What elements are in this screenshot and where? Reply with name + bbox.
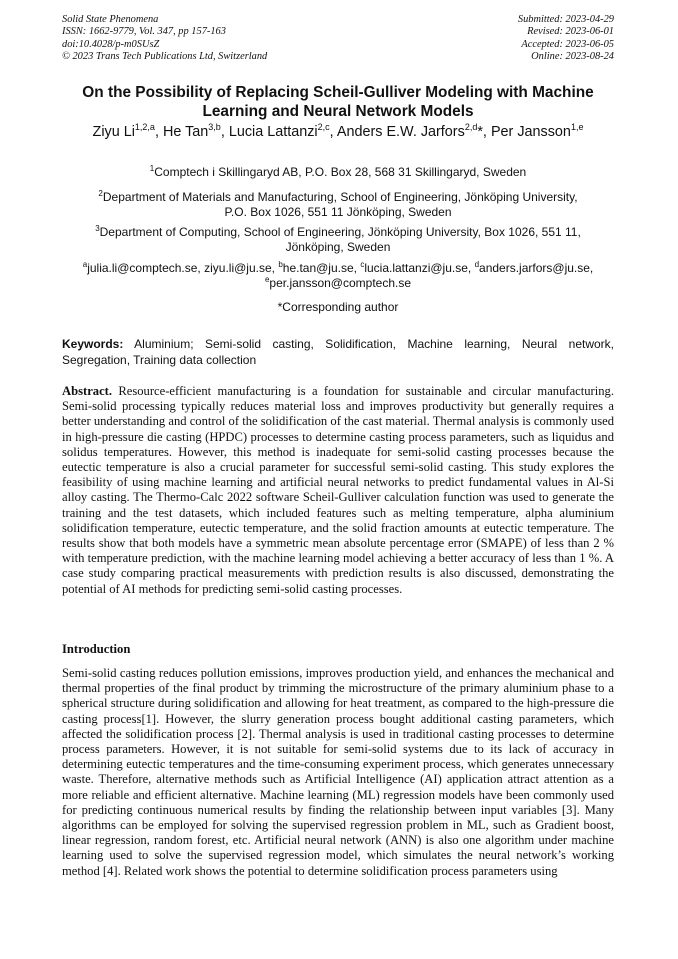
issn-line: ISSN: 1662-9779, Vol. 347, pp 157-163 [62,26,226,38]
keywords [62,337,614,368]
abstract-text: Resource-efficient manufacturing is a foundation for sustainable and circular manufacturing. Semi-solid processing typically reduces material loss and improves productivity but generally requires a better understanding and control of the solidification of the cast material. Thermal analysis is commonly used in high-pressure die casting (HPDC) processes to determine casting process parameters, such as liquidus and solidus temperatures. However, this method is inadequate for semi-solid casting processes because the eutectic temperature is also a crucial parameter for successful semi-solid casting. This study explores the feasibility of using machine learning and artificial neural networks to predict fundamental values in Al-Si alloy casting. The Thermo-Calc 2022 software Scheil-Gulliver calculation function was used to generate the training and the test datasets, which included features such as melting temperature, alpha aluminium solidification temperature, eutectic temperature, and the solid fraction amounts at eutectic temperature. The results show that both models have a symmetric mean absolute percentage error (SMAPE) of less than 2 % with temperature prediction, with the machine learning model achieving a better accuracy of less than 1 %. A case study comparing practical measurements with prediction results is also discussed, demonstrating the potential of AI methods for predicting semi-solid casting processes. [62,384,614,596]
paper-title: On the Possibility of Replacing Scheil-Gulliver Modeling with Machine Learning and Neural Network Models [82,84,594,120]
publication-dates [518,14,614,64]
affiliation: $^2$Department of Materials and Manufacturing, School of Engineering, Jönköping University, P.O. Box 1026, 551 11 Jönköping, Sweden [98,189,578,220]
introduction-text: Semi-solid casting reduces pollution emissions, improves production yield, and enhances the mechanical and thermal properties of the final product by trimming the microstructure of the primary aluminium phase to a spherical structure during solidification and allowing for heat treatment, as compared to the high-pressure die casting process[1]. However, the slurry generation process bought additional casting parameters, which affected the solidification process [2]. Thermal analysis is used in traditional casting processes to determine process parameters. However, it is not suitable for semi-solid systems due to its lack of accuracy in determining eutectic temperatures and the time-consuming experiment process, which generates unnecessary waste. Therefore, alternative methods such as Artificial Intelligence (AI) application attract attention as a more reliable and efficient alternative. Machine learning (ML) regression models have been commonly used for predicting continuous numerical results by finding the relationship between input variables [3]. Many algorithms can be employed for solving the supervised regression problem in ML, such as Gradient boost, linear regression, random forest, etc. Artificial neural network (ANN) is also one algorithm under machine learning used to solve the supervised regression model, which simulates the neural network’s working method [4]. Related work shows the potential to determine solidification process parameters using [62,666,614,878]
introduction-heading: Introduction [62,642,131,656]
corresponding-author-note: *Corresponding author [277,300,399,314]
submitted-date: Submitted: 2023-04-29 [517,14,614,25]
doi-line: doi:10.4028/p-m0SUsZ [62,38,160,50]
copyright-line: © 2023 Trans Tech Publications Ltd, Switzerland [62,51,268,63]
author: He Tan$^{3,b}$, [162,122,229,140]
accepted-date: Accepted: 2023-06-05 [521,38,614,50]
revised-date: Revised: 2023-06-01 [527,26,614,38]
abstract [62,384,614,597]
author: Anders E.W. Jarfors$^{2,d}$*, [336,122,491,140]
author-list [62,123,614,141]
online-date: Online: 2023-08-24 [531,51,614,63]
affiliation: $^3$Department of Computing, School of Engineering, Jönköping University, Box 1026, 551 11, Jönköping, Sweden [95,224,581,255]
author: Per Jansson$^{1,e}$ [490,122,584,140]
journal-info [62,14,267,64]
journal-name: Solid State Phenomena [62,14,159,25]
keywords-text: Aluminium; Semi-solid casting, Solidification, Machine learning, Neural network, Segregation, Training data collection [62,337,614,367]
author: Lucia Lattanzi$^{2,c}$, [228,122,337,140]
abstract-label: Abstract. [62,384,113,398]
author-emails: $^a$julia.li@comptech.se, ziyu.li@ju.se, $^b$he.tan@ju.se, $^c$lucia.lattanzi@ju.se, $^d$anders.jarfors@ju.se, $^e$per.jansson@comptech.se [82,260,594,291]
author: Ziyu Li$^{1,2,a}$, [92,122,163,140]
affiliation: $^1$Comptech i Skillingaryd AB, P.O. Box 28, 568 31 Skillingaryd, Sweden [149,164,527,179]
keywords-label: Keywords: [62,337,124,351]
